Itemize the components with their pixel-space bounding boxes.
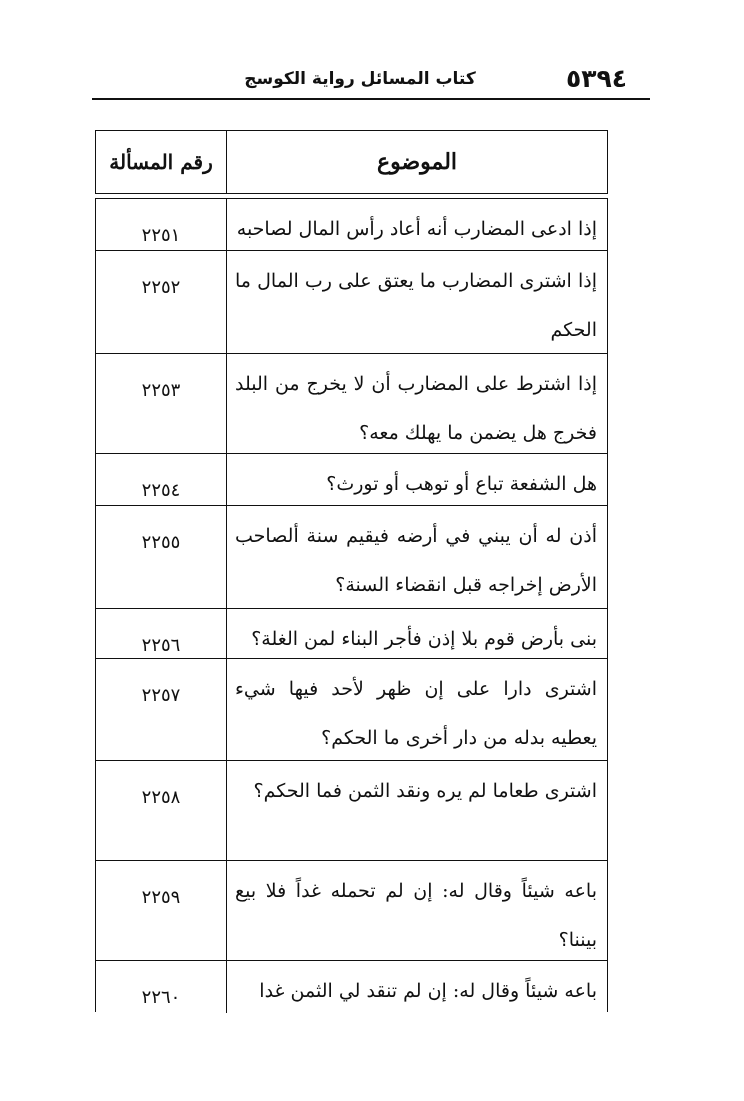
row-topic: اشترى طعاما لم يره ونقد الثمن فما الحكم؟ [253, 780, 597, 802]
row-topic: باعه شيئاً وقال له: إن لم تحمله غداً فلا بيع بيننا؟ [235, 880, 597, 951]
table-row [96, 251, 607, 354]
page-number: ٥٣٩٤ [566, 64, 628, 93]
table-row [96, 199, 607, 251]
row-number: ٢٢٥٤ [96, 454, 227, 505]
table-row [96, 609, 607, 659]
table-row [96, 454, 607, 506]
row-topic: أذن له أن يبني في أرضه فيقيم سنة ألصاحب الأرض إخراجه قبل انقضاء السنة؟ [235, 525, 597, 596]
table-header [95, 130, 608, 194]
row-number: ٢٢٥٢ [96, 251, 227, 353]
row-topic: باعه شيئاً وقال له: إن لم تنقد لي الثمن غدا [259, 980, 597, 1002]
row-number: ٢٢٥٣ [96, 354, 227, 453]
row-topic: اشترى دارا على إن ظهر لأحد فيها شيء يعطيه بدله من دار أخرى ما الحكم؟ [235, 678, 597, 749]
row-topic: إذا ادعى المضارب أنه أعاد رأس المال لصاحبه [236, 218, 597, 240]
row-number: ٢٢٥٩ [96, 861, 227, 960]
table-row [96, 861, 607, 961]
column-header-topic: الموضوع [376, 149, 458, 175]
row-topic: هل الشفعة تباع أو توهب أو تورث؟ [326, 473, 597, 495]
row-number: ٢٢٥٧ [96, 659, 227, 760]
row-topic: إذا اشترى المضارب ما يعتق على رب المال ما الحكم [235, 270, 597, 341]
book-title: كتاب المسائل رواية الكوسج [244, 69, 476, 89]
table-body [95, 198, 608, 1012]
header-rule [92, 98, 650, 100]
table-row [96, 761, 607, 861]
row-topic: إذا اشترط على المضارب أن لا يخرج من البلد فخرج هل يضمن ما يهلك معه؟ [235, 373, 597, 444]
row-number: ٢٢٦٠ [96, 961, 227, 1013]
row-number: ٢٢٥٥ [96, 506, 227, 608]
row-number: ٢٢٥٨ [96, 761, 227, 860]
row-number: ٢٢٥٦ [96, 609, 227, 658]
row-number: ٢٢٥١ [96, 199, 227, 250]
table-row [96, 659, 607, 761]
table-row [96, 961, 607, 1013]
column-header-number: رقم المسألة [96, 131, 227, 193]
table-row [96, 354, 607, 454]
row-topic: بنى بأرض قوم بلا إذن فأجر البناء لمن الغلة؟ [251, 628, 597, 650]
table-row [96, 506, 607, 609]
